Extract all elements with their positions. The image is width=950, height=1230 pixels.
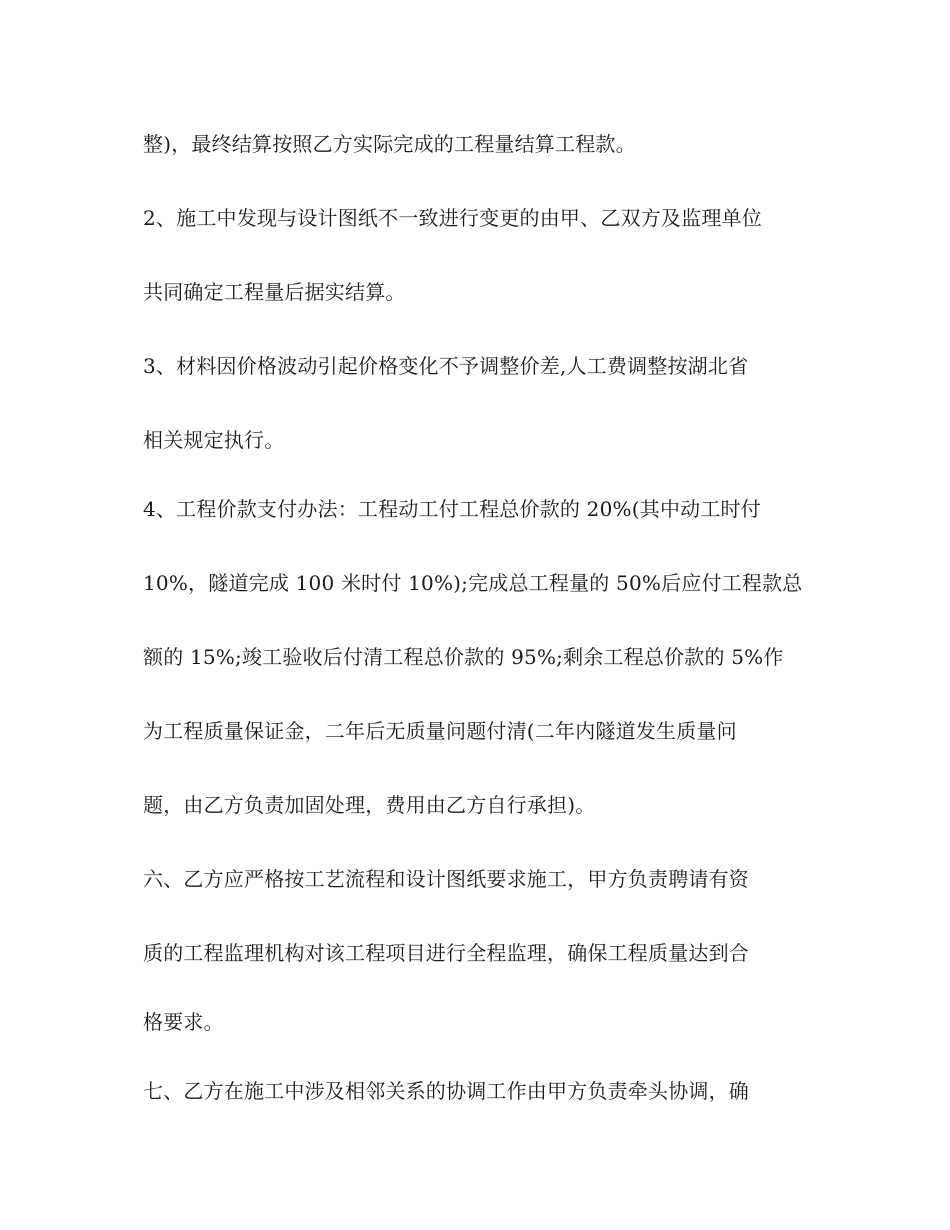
text-line-11: 六、乙方应严格按工艺流程和设计图纸要求施工，甲方负责聘请有资 (143, 867, 749, 891)
text-line-9: 为工程质量保证金，二年后无质量问题付清(二年内隧道发生质量问 (143, 719, 737, 743)
text-line-7: 10%，隧道完成 100 米时付 10%);完成总工程量的 50%后应付工程款总 (143, 571, 803, 595)
text-line-12: 质的工程监理机构对该工程项目进行全程监理，确保工程质量达到合 (143, 941, 749, 965)
text-line-3: 共同确定工程量后据实结算。 (143, 280, 406, 304)
text-line-1: 整)，最终结算按照乙方实际完成的工程量结算工程款。 (143, 132, 636, 156)
text-line-8: 额的 15%;竣工验收后付清工程总价款的 95%;剩余工程总价款的 5%作 (143, 645, 784, 669)
text-line-6: 4、工程价款支付办法：工程动工付工程总价款的 20%(其中动工时付 (143, 497, 761, 521)
text-line-14: 七、乙方在施工中涉及相邻关系的协调工作由甲方负责牵头协调，确 (143, 1079, 749, 1103)
text-line-13: 格要求。 (143, 1010, 224, 1034)
text-line-4: 3、材料因价格波动引起价格变化不予调整价差,人工费调整按湖北省 (143, 354, 749, 378)
text-line-2: 2、施工中发现与设计图纸不一致进行变更的由甲、乙双方及监理单位 (143, 206, 762, 230)
text-line-5: 相关规定执行。 (143, 428, 285, 452)
text-line-10: 题，由乙方负责加固处理，费用由乙方自行承担)。 (143, 793, 596, 817)
